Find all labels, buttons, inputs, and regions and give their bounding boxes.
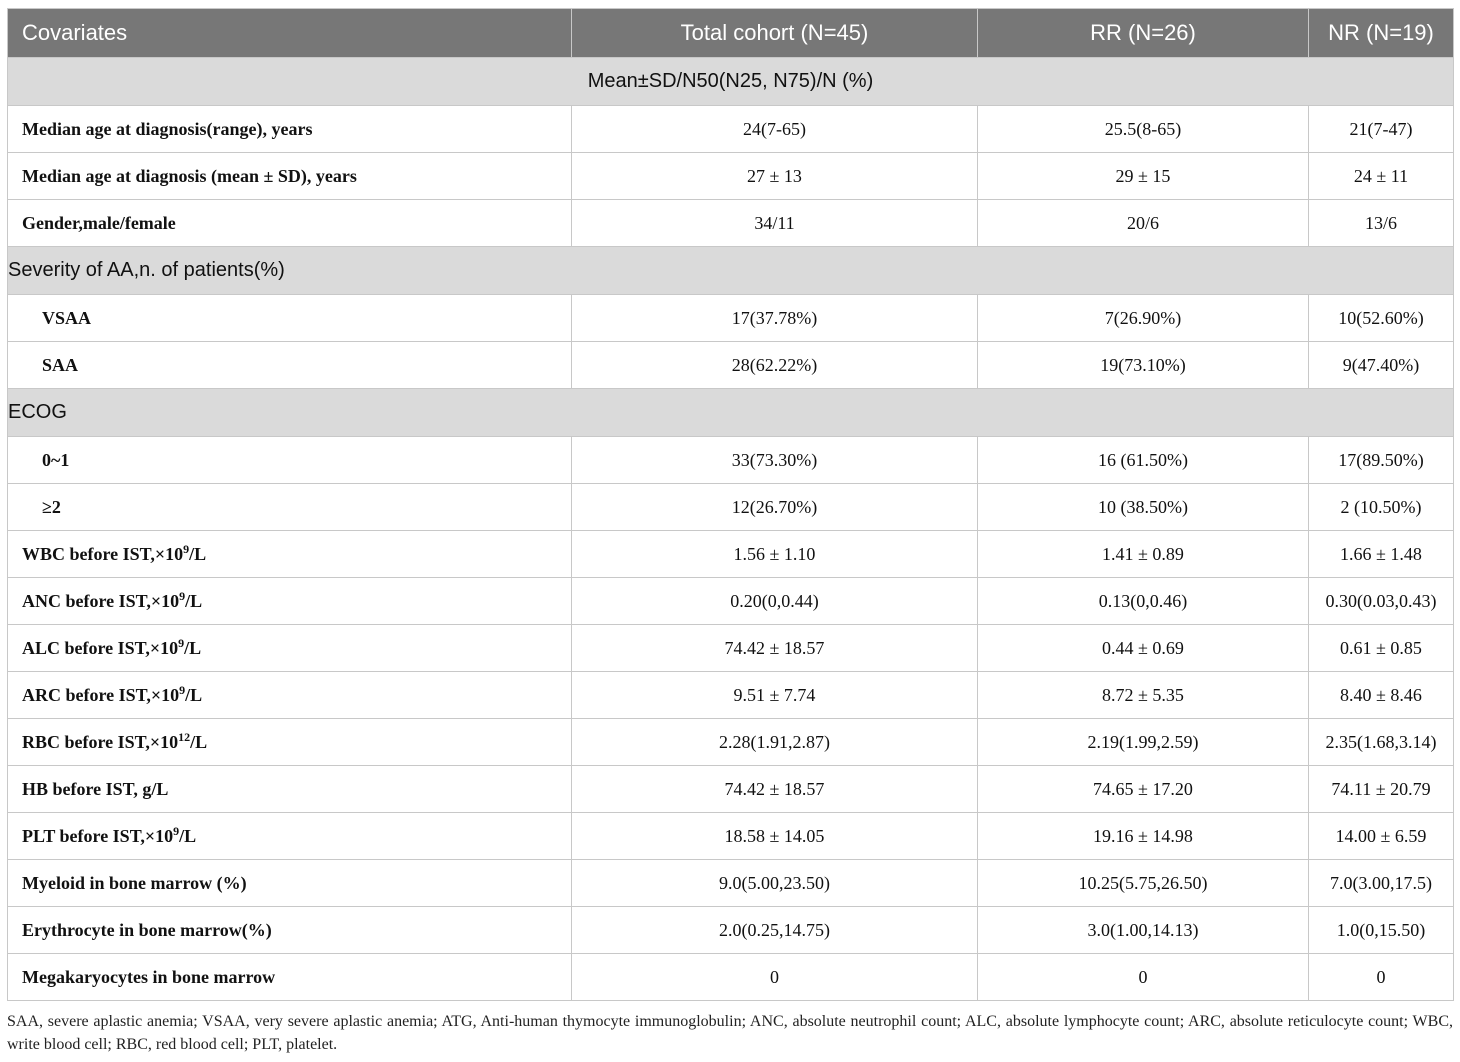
subheader-stats-format: Mean±SD/N50(N25, N75)/N (%) bbox=[8, 58, 1454, 106]
unit-exponent: 9 bbox=[179, 682, 186, 697]
value-total-cohort: 74.42 ± 18.57 bbox=[572, 625, 978, 672]
table-row bbox=[8, 766, 1454, 813]
value-total-cohort: 2.0(0.25,14.75) bbox=[572, 907, 978, 954]
table-row bbox=[8, 672, 1454, 719]
covariate-label-text: Erythrocyte in bone marrow(%) bbox=[22, 919, 272, 940]
table-row bbox=[8, 153, 1454, 200]
value-total-cohort: 1.56 ± 1.10 bbox=[572, 531, 978, 578]
unit-suffix: /L bbox=[179, 825, 197, 846]
table-row bbox=[8, 625, 1454, 672]
value-total-cohort: 12(26.70%) bbox=[572, 484, 978, 531]
covariate-label-text: VSAA bbox=[42, 307, 92, 328]
covariate-label bbox=[8, 907, 572, 954]
value-total-cohort: 0.20(0,0.44) bbox=[572, 578, 978, 625]
covariate-label-text: RBC before IST,×10 bbox=[22, 731, 179, 752]
unit-suffix: /L bbox=[185, 684, 203, 705]
value-rr: 25.5(8-65) bbox=[978, 106, 1309, 153]
value-rr: 0.13(0,0.46) bbox=[978, 578, 1309, 625]
value-total-cohort: 9.0(5.00,23.50) bbox=[572, 860, 978, 907]
value-total-cohort: 74.42 ± 18.57 bbox=[572, 766, 978, 813]
value-total-cohort: 27 ± 13 bbox=[572, 153, 978, 200]
table-row bbox=[8, 484, 1454, 531]
value-rr: 1.41 ± 0.89 bbox=[978, 531, 1309, 578]
unit-exponent: 9 bbox=[179, 588, 186, 603]
covariate-label bbox=[8, 766, 572, 813]
value-total-cohort: 9.51 ± 7.74 bbox=[572, 672, 978, 719]
covariate-label bbox=[8, 153, 572, 200]
table-subheader-row bbox=[8, 58, 1454, 106]
table-row bbox=[8, 578, 1454, 625]
value-rr: 0.44 ± 0.69 bbox=[978, 625, 1309, 672]
value-rr: 19(73.10%) bbox=[978, 342, 1309, 389]
unit-suffix: /L bbox=[190, 731, 208, 752]
unit-exponent: 12 bbox=[178, 729, 191, 744]
covariate-label-text: Gender,male/female bbox=[22, 212, 176, 233]
unit-exponent: 9 bbox=[178, 635, 185, 650]
table-row bbox=[8, 200, 1454, 247]
table-row bbox=[8, 342, 1454, 389]
value-rr: 20/6 bbox=[978, 200, 1309, 247]
value-total-cohort: 2.28(1.91,2.87) bbox=[572, 719, 978, 766]
covariate-label-text: 0~1 bbox=[42, 449, 70, 470]
covariate-label bbox=[8, 531, 572, 578]
covariate-label bbox=[8, 625, 572, 672]
section-row bbox=[8, 247, 1454, 295]
value-rr: 19.16 ± 14.98 bbox=[978, 813, 1309, 860]
value-nr: 2 (10.50%) bbox=[1309, 484, 1454, 531]
covariate-label bbox=[8, 954, 572, 1001]
table-row bbox=[8, 907, 1454, 954]
value-total-cohort: 24(7-65) bbox=[572, 106, 978, 153]
covariates-table-container bbox=[7, 8, 1453, 1001]
covariate-label-text: Median age at diagnosis(range), years bbox=[22, 118, 313, 139]
value-nr: 8.40 ± 8.46 bbox=[1309, 672, 1454, 719]
value-nr: 74.11 ± 20.79 bbox=[1309, 766, 1454, 813]
covariate-label bbox=[8, 342, 572, 389]
value-rr: 74.65 ± 17.20 bbox=[978, 766, 1309, 813]
covariate-label-text: ALC before IST,×10 bbox=[22, 637, 179, 658]
table-row bbox=[8, 437, 1454, 484]
covariates-table bbox=[7, 8, 1454, 1001]
value-rr: 7(26.90%) bbox=[978, 295, 1309, 342]
covariate-label-text: ARC before IST,×10 bbox=[22, 684, 180, 705]
value-nr: 0.61 ± 0.85 bbox=[1309, 625, 1454, 672]
value-rr: 8.72 ± 5.35 bbox=[978, 672, 1309, 719]
table-row bbox=[8, 954, 1454, 1001]
covariate-label bbox=[8, 860, 572, 907]
covariate-label bbox=[8, 672, 572, 719]
value-rr: 0 bbox=[978, 954, 1309, 1001]
header-rr: RR (N=26) bbox=[978, 9, 1309, 58]
value-nr: 1.0(0,15.50) bbox=[1309, 907, 1454, 954]
header-covariates: Covariates bbox=[8, 9, 572, 58]
value-rr: 29 ± 15 bbox=[978, 153, 1309, 200]
value-nr: 21(7-47) bbox=[1309, 106, 1454, 153]
value-rr: 16 (61.50%) bbox=[978, 437, 1309, 484]
value-rr: 10.25(5.75,26.50) bbox=[978, 860, 1309, 907]
covariate-label-text: SAA bbox=[42, 354, 79, 375]
value-nr: 17(89.50%) bbox=[1309, 437, 1454, 484]
covariate-label-text: WBC before IST,×10 bbox=[22, 543, 184, 564]
value-nr: 13/6 bbox=[1309, 200, 1454, 247]
value-rr: 2.19(1.99,2.59) bbox=[978, 719, 1309, 766]
value-rr: 10 (38.50%) bbox=[978, 484, 1309, 531]
covariate-label bbox=[8, 200, 572, 247]
value-nr: 9(47.40%) bbox=[1309, 342, 1454, 389]
unit-suffix: /L bbox=[189, 543, 207, 564]
covariate-label-text: HB before IST, g/L bbox=[22, 778, 169, 799]
value-total-cohort: 28(62.22%) bbox=[572, 342, 978, 389]
section-row bbox=[8, 389, 1454, 437]
covariate-label bbox=[8, 437, 572, 484]
table-footnote: SAA, severe aplastic anemia; VSAA, very severe aplastic anemia; ATG, Anti-human thymocyte immunoglobulin; ANC, absolute neutrophil count; ALC, absolute lymphocyte count; ARC, absolute reticulocyte count; WBC, write blood cell; RBC, red blood cell; PLT, platelet. bbox=[7, 1013, 1453, 1053]
covariate-label-text: ANC before IST,×10 bbox=[22, 590, 180, 611]
value-nr: 1.66 ± 1.48 bbox=[1309, 531, 1454, 578]
table-body bbox=[8, 58, 1454, 1001]
table-row bbox=[8, 531, 1454, 578]
covariate-label bbox=[8, 295, 572, 342]
section-label: Severity of AA,n. of patients(%) bbox=[8, 247, 1454, 295]
header-nr: NR (N=19) bbox=[1309, 9, 1454, 58]
value-nr: 14.00 ± 6.59 bbox=[1309, 813, 1454, 860]
value-total-cohort: 0 bbox=[572, 954, 978, 1001]
covariate-label bbox=[8, 578, 572, 625]
table-header-row bbox=[8, 9, 1454, 58]
table-row bbox=[8, 719, 1454, 766]
value-nr: 2.35(1.68,3.14) bbox=[1309, 719, 1454, 766]
header-total-cohort: Total cohort (N=45) bbox=[572, 9, 978, 58]
value-total-cohort: 17(37.78%) bbox=[572, 295, 978, 342]
table-row bbox=[8, 813, 1454, 860]
unit-exponent: 9 bbox=[183, 541, 190, 556]
value-total-cohort: 33(73.30%) bbox=[572, 437, 978, 484]
covariate-label bbox=[8, 813, 572, 860]
unit-exponent: 9 bbox=[173, 823, 180, 838]
unit-suffix: /L bbox=[185, 590, 203, 611]
covariate-label-text: Median age at diagnosis (mean ± SD), years bbox=[22, 165, 357, 186]
value-nr: 0 bbox=[1309, 954, 1454, 1001]
table-row bbox=[8, 295, 1454, 342]
value-total-cohort: 18.58 ± 14.05 bbox=[572, 813, 978, 860]
unit-suffix: /L bbox=[184, 637, 202, 658]
covariate-label-text: PLT before IST,×10 bbox=[22, 825, 174, 846]
value-nr: 0.30(0.03,0.43) bbox=[1309, 578, 1454, 625]
value-nr: 10(52.60%) bbox=[1309, 295, 1454, 342]
value-nr: 7.0(3.00,17.5) bbox=[1309, 860, 1454, 907]
covariate-label bbox=[8, 106, 572, 153]
covariate-label-text: ≥2 bbox=[42, 496, 61, 517]
table-row bbox=[8, 106, 1454, 153]
covariate-label-text: Megakaryocytes in bone marrow bbox=[22, 966, 276, 987]
covariate-label bbox=[8, 719, 572, 766]
value-rr: 3.0(1.00,14.13) bbox=[978, 907, 1309, 954]
covariate-label bbox=[8, 484, 572, 531]
covariate-label-text: Myeloid in bone marrow (%) bbox=[22, 872, 247, 893]
value-nr: 24 ± 11 bbox=[1309, 153, 1454, 200]
value-total-cohort: 34/11 bbox=[572, 200, 978, 247]
section-label: ECOG bbox=[8, 389, 1454, 437]
table-row bbox=[8, 860, 1454, 907]
